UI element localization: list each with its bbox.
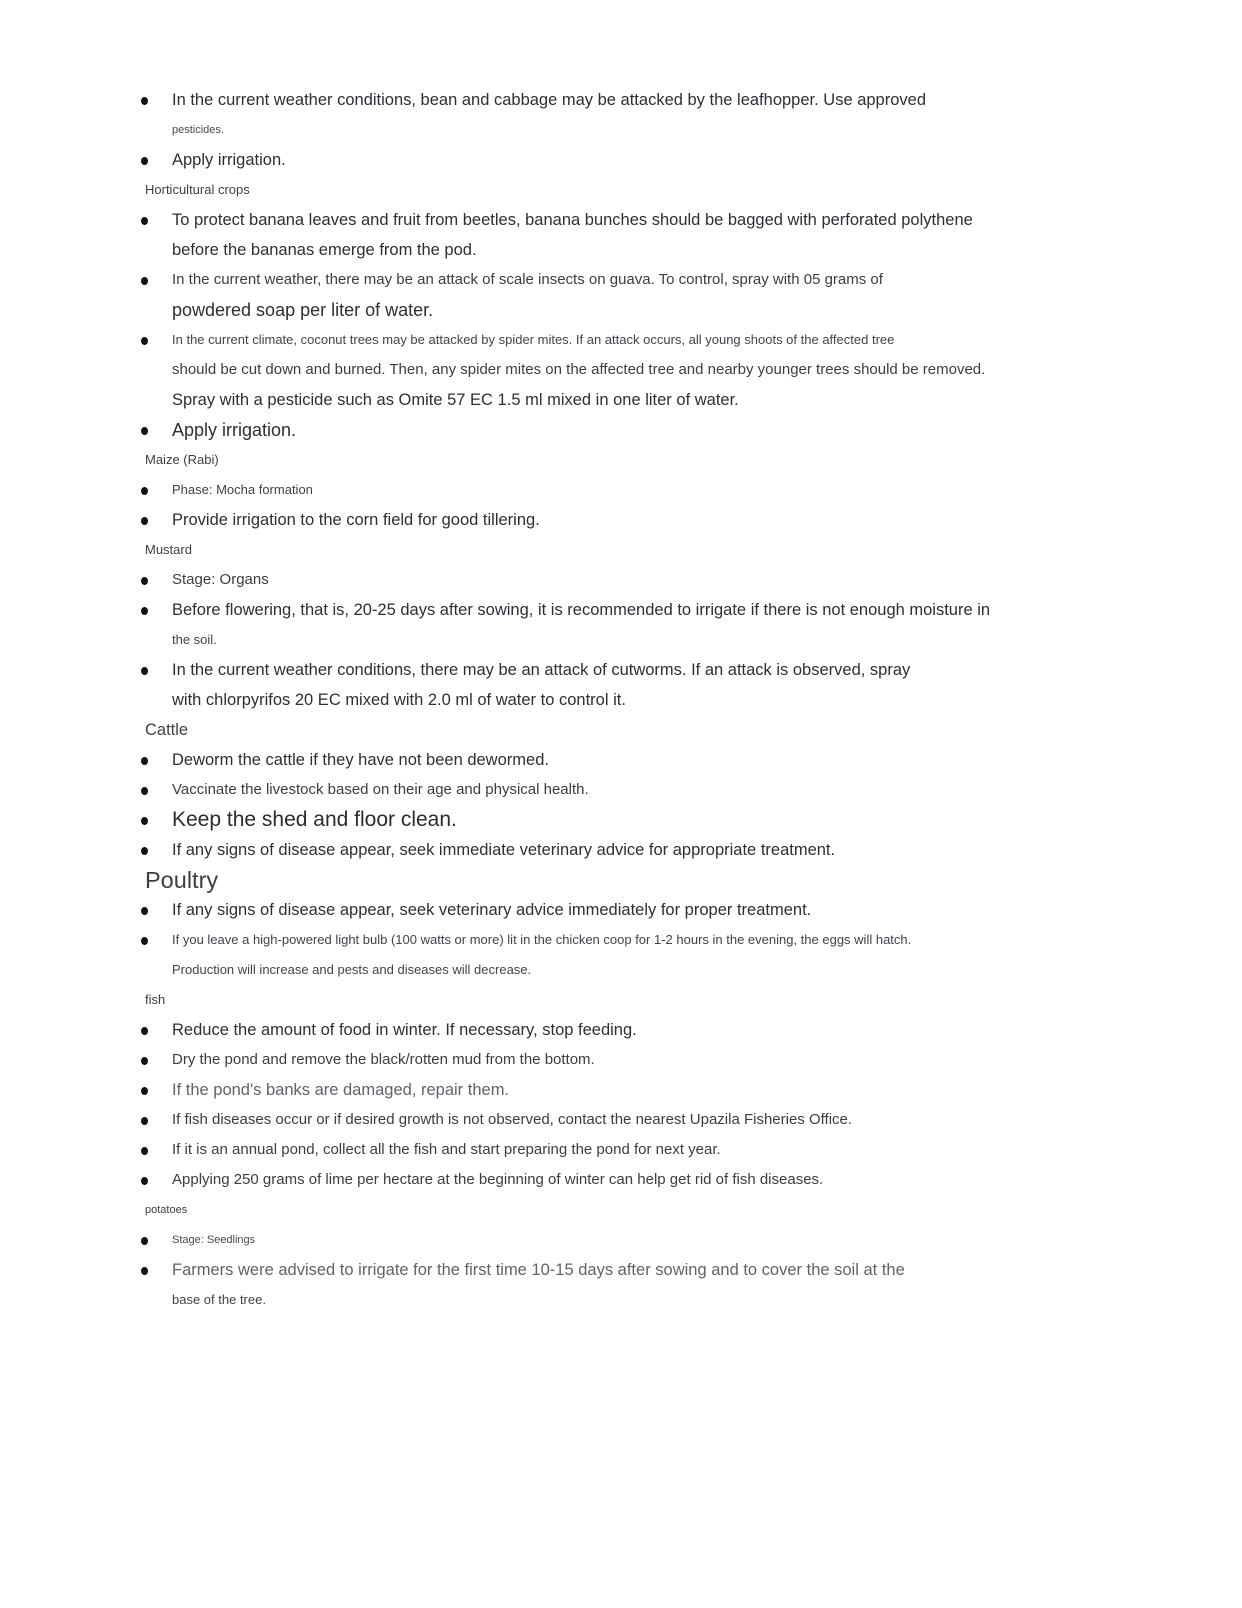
text-line: Keep the shed and floor clean. (172, 808, 457, 831)
bullet-icon (141, 97, 148, 105)
bullet-icon (141, 667, 148, 675)
text-line: Stage: Organs (172, 571, 269, 588)
bullet-item (140, 595, 1182, 655)
text-line: Farmers were advised to irrigate for the first time 10-15 days after sowing and to cover the soil at the (172, 1261, 905, 1279)
text-line: If it is an annual pond, collect all the fish and start preparing the pond for next year. (172, 1141, 721, 1158)
bullet-item (140, 1075, 1182, 1105)
text-line: To protect banana leaves and fruit from beetles, banana bunches should be bagged with perforated polythene (172, 211, 973, 229)
bullet-item (140, 805, 1182, 835)
bullet-icon (141, 787, 148, 795)
text-line: powdered soap per liter of water. (172, 300, 434, 320)
bullet-icon (141, 1177, 148, 1185)
bullet-icon (141, 1027, 148, 1035)
text-line: Dry the pond and remove the black/rotten mud from the bottom. (172, 1051, 595, 1068)
text-line: Before flowering, that is, 20-25 days after sowing, it is recommended to irrigate if there is not enough moisture in (172, 601, 991, 619)
bullet-icon (141, 1237, 148, 1245)
text-line: If any signs of disease appear, seek immediate veterinary advice for appropriate treatment. (172, 841, 836, 859)
section-heading (140, 865, 1182, 895)
text-line: In the current weather conditions, bean and cabbage may be attacked by the leafhopper. Use approved (172, 91, 927, 109)
bullet-item (140, 1165, 1182, 1195)
text-line: Spray with a pesticide such as Omite 57 EC 1.5 ml mixed in one liter of water. (172, 391, 739, 409)
section-heading (140, 1195, 1182, 1225)
bullet-item (140, 1105, 1182, 1135)
bullet-item (140, 1045, 1182, 1075)
text-line: Provide irrigation to the corn field for good tillering. (172, 511, 540, 529)
text-line: If the pond's banks are damaged, repair them. (172, 1081, 510, 1099)
bullet-item (140, 205, 1182, 265)
bullet-icon (141, 847, 148, 855)
bullet-item (140, 1015, 1182, 1045)
bullet-icon (141, 337, 148, 345)
heading-line: Cattle (145, 721, 189, 739)
heading-line: Maize (Rabi) (145, 452, 219, 467)
bullet-icon (141, 1087, 148, 1095)
text-line: Production will increase and pests and diseases will decrease. (172, 962, 532, 977)
text-line: In the current weather conditions, there may be an attack of cutworms. If an attack is observed, spray (172, 661, 911, 679)
text-line: the soil. (172, 632, 217, 647)
bullet-item (140, 475, 1182, 505)
bullet-item (140, 655, 1182, 715)
bullet-icon (141, 517, 148, 525)
section-heading (140, 985, 1182, 1015)
bullet-icon (141, 217, 148, 225)
bullet-item (140, 835, 1182, 865)
text-line: In the current climate, coconut trees may be attacked by spider mites. If an attack occurs, all young shoots of the affected tree (172, 332, 895, 347)
bullet-item (140, 775, 1182, 805)
bullet-icon (141, 757, 148, 765)
bullet-item (140, 895, 1182, 925)
text-line: If any signs of disease appear, seek veterinary advice immediately for proper treatment. (172, 901, 812, 919)
text-line: Phase: Mocha formation (172, 482, 313, 497)
text-line: base of the tree. (172, 1292, 266, 1307)
bullet-icon (141, 427, 148, 435)
bullet-item (140, 745, 1182, 775)
bullet-item (140, 1135, 1182, 1165)
bullet-icon (141, 157, 148, 165)
text-line: In the current weather, there may be an attack of scale insects on guava. To control, spray with 05 grams of (172, 271, 883, 288)
bullet-icon (141, 817, 148, 825)
bullet-item (140, 1225, 1182, 1255)
section-heading (140, 445, 1182, 475)
bullet-item (140, 565, 1182, 595)
bullet-icon (141, 1267, 148, 1275)
text-line: If you leave a high-powered light bulb (100 watts or more) lit in the chicken coop for 1-2 hours in the evening, the eggs will hatch. (172, 932, 912, 947)
bullet-icon (141, 577, 148, 585)
advisory-list (140, 85, 1182, 1315)
text-line: If fish diseases occur or if desired growth is not observed, contact the nearest Upazila Fisheries Office. (172, 1111, 853, 1128)
bullet-item (140, 325, 1182, 415)
heading-line: Poultry (145, 867, 219, 893)
bullet-item (140, 265, 1182, 325)
heading-line: Mustard (145, 542, 192, 557)
text-line: should be cut down and burned. Then, any spider mites on the affected tree and nearby younger trees should be removed. (172, 361, 986, 378)
bullet-icon (141, 607, 148, 615)
bullet-icon (141, 1117, 148, 1125)
bullet-icon (141, 1147, 148, 1155)
heading-line: potatoes (145, 1204, 188, 1216)
bullet-item (140, 85, 1182, 145)
text-line: Stage: Seedlings (172, 1234, 256, 1246)
text-line: pesticides. (172, 124, 224, 136)
text-line: before the bananas emerge from the pod. (172, 241, 477, 259)
bullet-icon (141, 277, 148, 285)
text-line: Vaccinate the livestock based on their age and physical health. (172, 781, 589, 798)
text-line: Apply irrigation. (172, 420, 297, 440)
bullet-item (140, 145, 1182, 175)
text-line: Apply irrigation. (172, 151, 286, 169)
bullet-icon (141, 907, 148, 915)
bullet-item (140, 1255, 1182, 1315)
bullet-icon (141, 1057, 148, 1065)
section-heading (140, 175, 1182, 205)
bullet-item (140, 415, 1182, 445)
heading-line: Horticultural crops (145, 182, 250, 197)
heading-line: fish (145, 992, 166, 1007)
text-line: with chlorpyrifos 20 EC mixed with 2.0 ml of water to control it. (172, 691, 626, 709)
bullet-item (140, 925, 1182, 985)
section-heading (140, 535, 1182, 565)
text-line: Deworm the cattle if they have not been dewormed. (172, 751, 549, 769)
bullet-icon (141, 487, 148, 495)
section-heading (140, 715, 1182, 745)
text-line: Reduce the amount of food in winter. If necessary, stop feeding. (172, 1021, 637, 1039)
bullet-item (140, 505, 1182, 535)
text-line: Applying 250 grams of lime per hectare at the beginning of winter can help get rid of fish diseases. (172, 1171, 824, 1188)
bullet-icon (141, 937, 148, 945)
